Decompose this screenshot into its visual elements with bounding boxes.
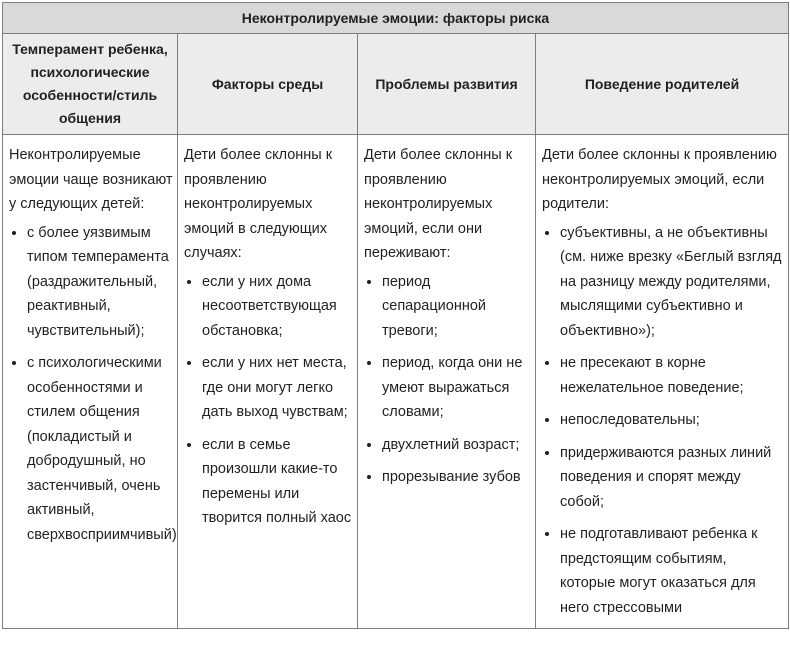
list-item: • с психологическими особенностями и стилем общения (покладистый и добродушный, но застенчивый, очень активный, сверхвосприимчивый) <box>27 351 173 547</box>
bullet-list <box>9 221 177 548</box>
list-item: • период сепарационной тревоги; <box>382 270 531 344</box>
cell-development <box>358 135 536 629</box>
header-parents: Поведение родителей <box>536 34 789 135</box>
cell-temperament <box>3 135 178 629</box>
header-development: Проблемы развития <box>358 34 536 135</box>
cell-intro: Неконтролируемые эмоции чаще возникают у следующих детей: <box>9 147 173 212</box>
header-environment: Факторы среды <box>178 34 358 135</box>
cell-intro: Дети более склонны к проявлению неконтролируемых эмоций, если они переживают: <box>364 147 513 261</box>
title-row <box>3 3 789 34</box>
list-item: • двухлетний возраст; <box>382 433 531 458</box>
list-item: • если в семье произошли какие-то перемены или творится полный хаос <box>202 433 353 531</box>
list-item: • с более уязвимым типом темперамента (раздражительный, реактивный, чувствительный); <box>27 221 173 344</box>
table-title: Неконтролируемые эмоции: факторы риска <box>3 3 789 34</box>
list-item: • если у них дома несоответствующая обстановка; <box>202 270 353 344</box>
list-item: • прорезывание зубов <box>382 465 531 490</box>
bullet-list <box>542 221 784 621</box>
cell-environment <box>178 135 358 629</box>
list-item: • период, когда они не умеют выражаться словами; <box>382 351 531 425</box>
list-item: • субъективны, а не объективны (см. ниже врезку «Беглый взгляд на разницу между родителями, мыслящими субъективно и объективно»); <box>560 221 784 344</box>
list-item: • если у них нет места, где они могут легко дать выход чувствам; <box>202 351 353 425</box>
list-item: • не подготавливают ребенка к предстоящим событиям, которые могут оказаться для него стрессовыми <box>560 522 784 620</box>
list-item: • придерживаются разных линий поведения и спорят между собой; <box>560 441 784 515</box>
list-item: • непоследовательны; <box>560 408 784 433</box>
bullet-list <box>184 270 353 531</box>
risk-factors-table <box>2 2 789 629</box>
bullet-list <box>364 270 531 490</box>
cell-parents <box>536 135 789 629</box>
cell-intro: Дети более склонны к проявлению неконтролируемых эмоций, если родители: <box>542 147 777 212</box>
header-temperament: Темперамент ребенка, психологические особенности/стиль общения <box>3 34 178 135</box>
list-item: • не пресекают в корне нежелательное поведение; <box>560 351 784 400</box>
body-row <box>3 135 789 629</box>
header-row <box>3 34 789 135</box>
cell-intro: Дети более склонны к проявлению неконтролируемых эмоций в следующих случаях: <box>184 147 333 261</box>
